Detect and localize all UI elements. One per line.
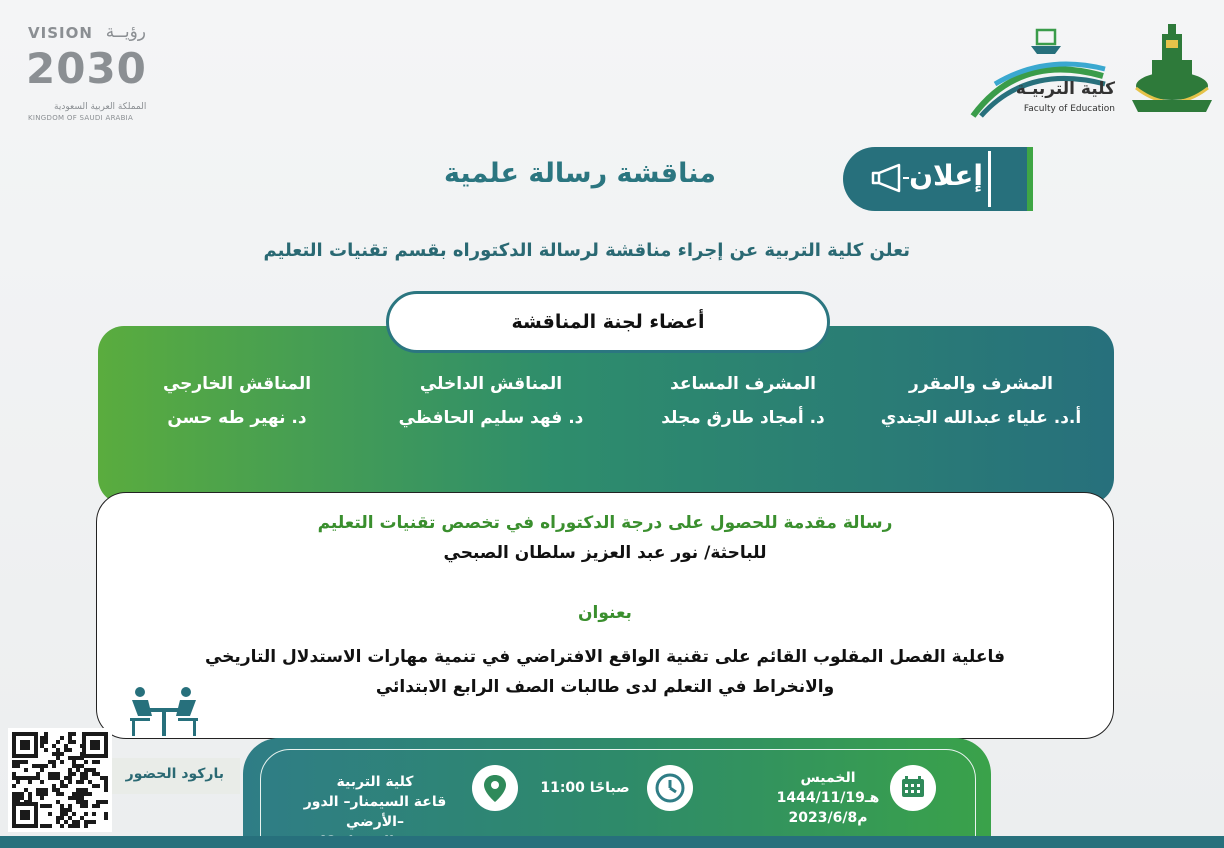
vision-country-en: KINGDOM OF SAUDI ARABIA — [28, 114, 134, 122]
event-date-hijri: 1444/11/19هـ — [776, 790, 880, 806]
committee-member-co-supervisor — [618, 374, 868, 428]
clock-icon — [647, 765, 693, 811]
vision-ar-title: رؤيــة — [105, 22, 146, 42]
member-role: المناقش الداخلي — [419, 374, 563, 394]
thesis-student: للباحثة/ نور عبد العزيز سلطان الصبحي — [443, 543, 767, 563]
vision-2030-logo — [24, 22, 154, 122]
member-name: أ.د. علياء عبدالله الجندي — [880, 408, 1082, 428]
thesis-title-line-2: والانخراط في التعلم لدى طالبات الصف الرابع الابتدائي — [375, 677, 835, 697]
announcement-label: إعلان — [909, 159, 983, 192]
qr-label: باركود الحضور — [125, 766, 224, 782]
member-name: د. فهد سليم الحافظي — [398, 408, 584, 428]
member-role: المشرف المساعد — [670, 374, 816, 394]
faculty-name-ar: كلية التربيـة — [1015, 79, 1115, 99]
location-pin-icon — [472, 765, 518, 811]
page-title: مناقشة رسالة علمية — [444, 158, 716, 189]
attendance-qr-code[interactable] — [8, 728, 112, 832]
vision-year: 2030 — [26, 44, 147, 93]
vision-country-ar: المملكة العربية السعودية — [54, 102, 147, 112]
member-name: د. أمجاد طارق مجلد — [661, 408, 825, 428]
thesis-subtitle: رسالة مقدمة للحصول على درجة الدكتوراه في تخصص تقنيات التعليم — [317, 513, 893, 533]
member-name: د. نهير طه حسن — [167, 408, 307, 428]
meeting-icon — [126, 686, 202, 738]
thesis-info-box — [96, 492, 1114, 739]
announcement-badge — [843, 147, 1033, 211]
university-logo — [1128, 20, 1216, 120]
faculty-of-education-logo — [965, 24, 1115, 124]
qr-code-icon — [8, 728, 112, 832]
thesis-title-label: بعنوان — [578, 603, 632, 623]
megaphone-icon — [869, 163, 911, 193]
member-role: المناقش الخارجي — [162, 374, 312, 394]
member-role: المشرف والمقرر — [909, 374, 1053, 394]
committee-member-supervisor — [856, 374, 1106, 428]
announcement-intro: تعلن كلية التربية عن إجراء مناقشة لرسالة الدكتوراه بقسم تقنيات التعليم — [263, 240, 910, 261]
event-date-gregorian: 2023/6/8م — [788, 810, 868, 826]
committee-member-internal-examiner — [366, 374, 616, 428]
footer-strip — [0, 836, 1224, 848]
thesis-title-line-1: فاعلية الفصل المقلوب القائم على تقنية الواقع الافتراضي في تنمية مهارات الاستدلال التاريخي — [204, 647, 1005, 667]
event-location-line-2: قاعة السيمنار– الدور الأرضي– — [303, 794, 447, 830]
calendar-icon — [890, 765, 936, 811]
vision-en-title: VISION — [28, 24, 93, 42]
committee-title: أعضاء لجنة المناقشة — [386, 291, 830, 353]
event-day: الخميس — [800, 770, 856, 786]
university-tower-icon — [1128, 20, 1216, 120]
event-location-line-1: كلية التربية — [336, 774, 414, 790]
announcement-separator — [988, 151, 991, 207]
event-time: 11:00 صباحًا — [540, 780, 630, 796]
committee-member-external-examiner — [112, 374, 362, 428]
faculty-name-en: Faculty of Education — [1023, 104, 1115, 114]
event-date — [768, 768, 888, 828]
